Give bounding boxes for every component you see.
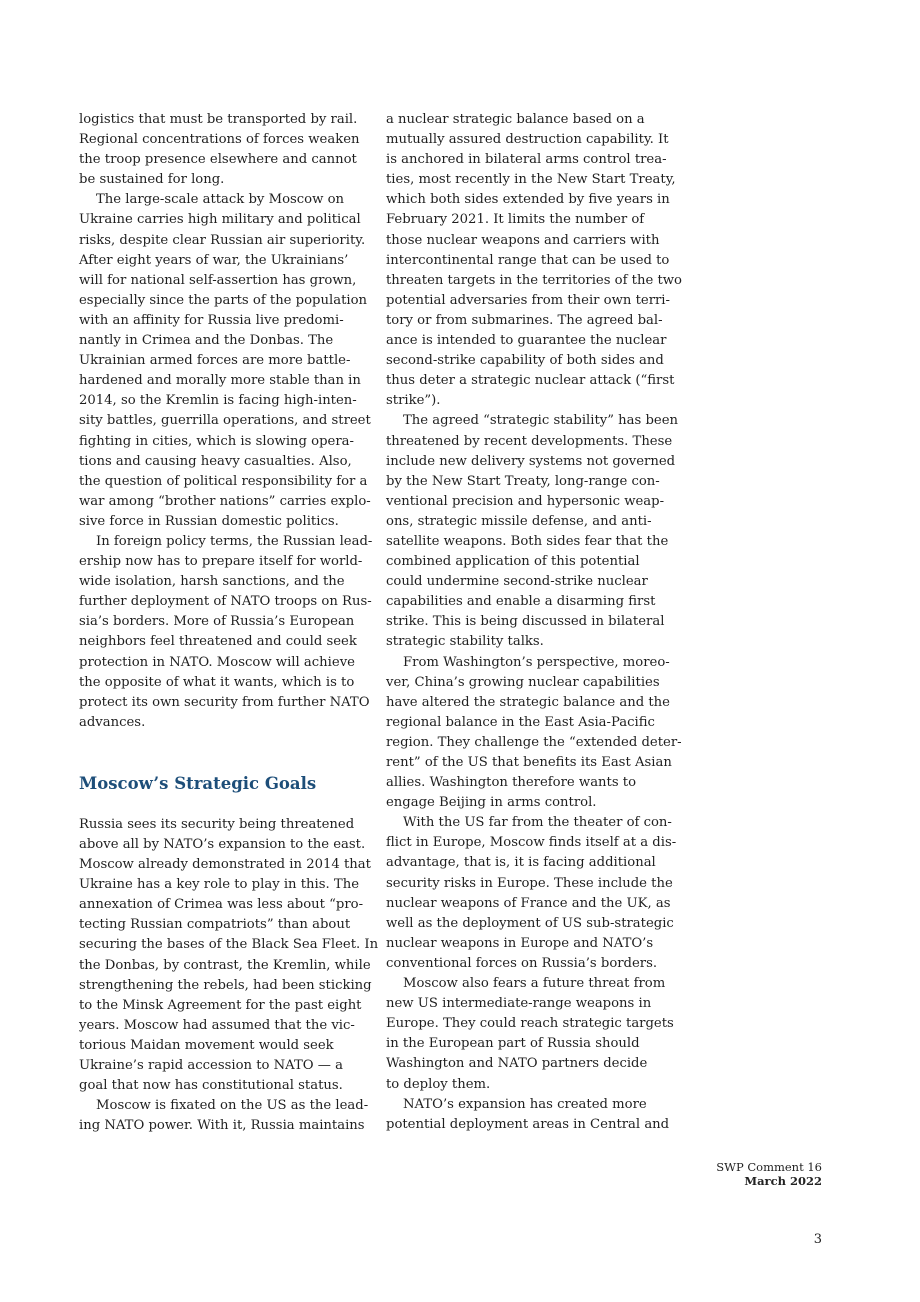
text-line: neighbors feel threatened and could seek [79,634,357,650]
text-line: securing the bases of the Black Sea Fleet. In [79,937,379,953]
text-line: regional balance in the East Asia-Pacific [386,714,655,730]
text-line: nuclear weapons in Europe and NATO’s [386,935,654,951]
text-line: February 2021. It limits the number of [386,212,645,228]
text-line: the Donbas, by contrast, the Kremlin, while [79,957,371,973]
text-line: With the US far from the theater of con- [403,815,672,831]
text-line: to the Minsk Agreement for the past eight [79,997,362,1013]
text-line: After eight years of war, the Ukrainians’ [79,252,349,268]
paragraph [79,815,379,1096]
text-line: sity battles, guerrilla operations, and street [79,413,371,429]
text-line: Ukraine has a key role to play in this. The [79,877,359,893]
text-line: tecting Russian compatriots” than about [79,917,351,933]
text-line: NATO’s expansion has created more [403,1096,647,1112]
text-line: Russia sees its security being threatened [79,816,355,832]
text-line: risks, despite clear Russian air superiority. [79,232,366,248]
text-line: the troop presence elsewhere and cannot [79,152,357,168]
text-line: threatened by recent developments. These [386,433,673,449]
paragraph [79,190,371,532]
section-heading: Moscow’s Strategic Goals [79,773,317,793]
text-line: nuclear weapons of France and the UK, as [386,895,671,911]
text-line: years. Moscow had assumed that the vic- [79,1017,355,1033]
text-line: the question of political responsibility for a [79,473,368,489]
text-line: flict in Europe, Moscow finds itself at a dis- [386,835,677,851]
text-line: logistics that must be transported by rail. [79,112,358,127]
text-line: The large-scale attack by Moscow on [96,192,345,208]
text-line: ver, China’s growing nuclear capabilities [386,674,660,690]
text-line: hardened and morally more stable than in [79,373,361,389]
text-line: strategic stability talks. [386,634,544,650]
text-line: protection in NATO. Moscow will achieve [79,654,355,670]
text-line: could undermine second-strike nuclear [386,574,648,590]
text-line: In foreign policy terms, the Russian lead- [96,533,373,549]
text-line: intercontinental range that can be used to [386,252,670,268]
paragraph [79,1096,367,1136]
text-line: those nuclear weapons and carriers with [386,232,660,248]
paragraph [386,813,677,974]
text-line: by the New Start Treaty, long-range con- [386,473,660,489]
text-line: ership now has to prepare itself for world- [79,554,363,570]
text-line: Ukraine carries high military and political [79,212,361,228]
text-line: Moscow also fears a future threat from [403,976,666,992]
text-line: allies. Washington therefore wants to [386,775,637,791]
text-line: second-strike capability of both sides and [386,353,664,369]
text-line: tions and causing heavy casualties. Also, [79,453,352,469]
text-line: especially since the parts of the population [79,292,368,308]
text-line: be sustained for long. [79,172,225,188]
text-line: goal that now has constitutional status. [79,1078,343,1094]
text-line: region. They challenge the “extended deter- [386,734,682,750]
text-line: to deploy them. [386,1076,491,1092]
text-line: protect its own security from further NATO [79,694,370,710]
paragraph [386,653,682,814]
text-line: satellite weapons. Both sides fear that the [386,533,669,549]
text-line: include new delivery systems not governed [386,453,676,469]
text-line: annexation of Crimea was less about “pro- [79,897,364,913]
text-line: rent” of the US that benefits its East Asian [386,755,672,770]
text-line: engage Beijing in arms control. [386,795,597,811]
text-line: ties, most recently in the New Start Treaty, [386,172,676,188]
text-line: ing NATO power. With it, Russia maintains [79,1118,365,1134]
publication-date: March 2022 [744,1174,822,1188]
text-line: war among “brother nations” carries explo- [79,493,371,509]
text-line: which both sides extended by five years in [386,192,670,208]
text-line: ons, strategic missile defense, and anti- [386,513,652,529]
text-line: above all by NATO’s expansion to the east. [79,837,366,852]
text-line: new US intermediate-range weapons in [386,996,652,1012]
text-line: Regional concentrations of forces weaken [79,132,360,148]
text-line: potential deployment areas in Central and [386,1116,670,1132]
text-line: thus deter a strategic nuclear attack (“first [386,373,675,389]
paragraph [79,532,373,733]
text-line: ance is intended to guarantee the nuclear [386,333,667,349]
paragraph [386,974,674,1095]
paragraph [386,110,682,411]
text-line: strike”). [386,393,441,409]
text-line: have altered the strategic balance and the [386,694,670,710]
text-line: The agreed “strategic stability” has been [403,413,679,429]
text-line: advances. [79,714,146,730]
text-line: Ukrainian armed forces are more battle- [79,353,351,369]
text-line: combined application of this potential [386,554,640,570]
text-line: the opposite of what it wants, which is to [79,674,355,690]
text-line: mutually assured destruction capability. It [386,132,669,148]
text-line: a nuclear strategic balance based on a [386,112,645,127]
text-line: in the European part of Russia should [386,1036,640,1052]
text-line: strengthening the rebels, had been sticking [79,977,372,993]
paragraph [79,110,367,190]
text-line: is anchored in bilateral arms control trea- [386,152,667,168]
right-column [386,110,682,1135]
paragraph [386,1095,674,1135]
text-line: nantly in Crimea and the Donbas. The [79,333,334,349]
paragraph [386,411,679,652]
text-line: ventional precision and hypersonic weap- [386,493,665,509]
text-line: further deployment of NATO troops on Rus- [79,594,372,610]
text-line: potential adversaries from their own terri- [386,292,670,308]
text-line: security risks in Europe. These include the [386,875,673,891]
text-line: Washington and NATO partners decide [386,1056,648,1072]
text-line: sive force in Russian domestic politics. [79,513,339,529]
text-line: Moscow is fixated on the US as the lead- [96,1098,369,1114]
text-line: 2014, so the Kremlin is facing high-inten- [79,393,357,409]
page-footer [716,1160,822,1188]
text-line: well as the deployment of US sub-strategic [386,915,674,931]
publication-series: SWP Comment 16 [716,1160,822,1174]
text-line: will for national self-assertion has grown, [79,272,357,288]
text-line: tory or from submarines. The agreed bal- [386,312,663,328]
text-line: conventional forces on Russia’s borders. [386,955,658,971]
text-line: torious Maidan movement would seek [79,1037,334,1053]
text-line: with an affinity for Russia live predomi- [79,312,344,328]
text-line: advantage, that is, it is facing additional [386,855,656,871]
text-line: From Washington’s perspective, moreo- [403,654,670,670]
text-line: Europe. They could reach strategic targets [386,1016,674,1032]
text-line: fighting in cities, which is slowing opera- [79,433,354,449]
text-line: capabilities and enable a disarming first [386,594,656,610]
text-line: strike. This is being discussed in bilateral [386,614,665,630]
text-line: Ukraine’s rapid accession to NATO — a [79,1058,344,1074]
text-line: Moscow already demonstrated in 2014 that [79,857,371,873]
text-line: threaten targets in the territories of the two [386,272,682,288]
text-line: sia’s borders. More of Russia’s European [79,614,355,630]
page-number: 3 [813,1232,822,1247]
text-line: wide isolation, harsh sanctions, and the [79,574,345,590]
left-column [79,110,379,1136]
